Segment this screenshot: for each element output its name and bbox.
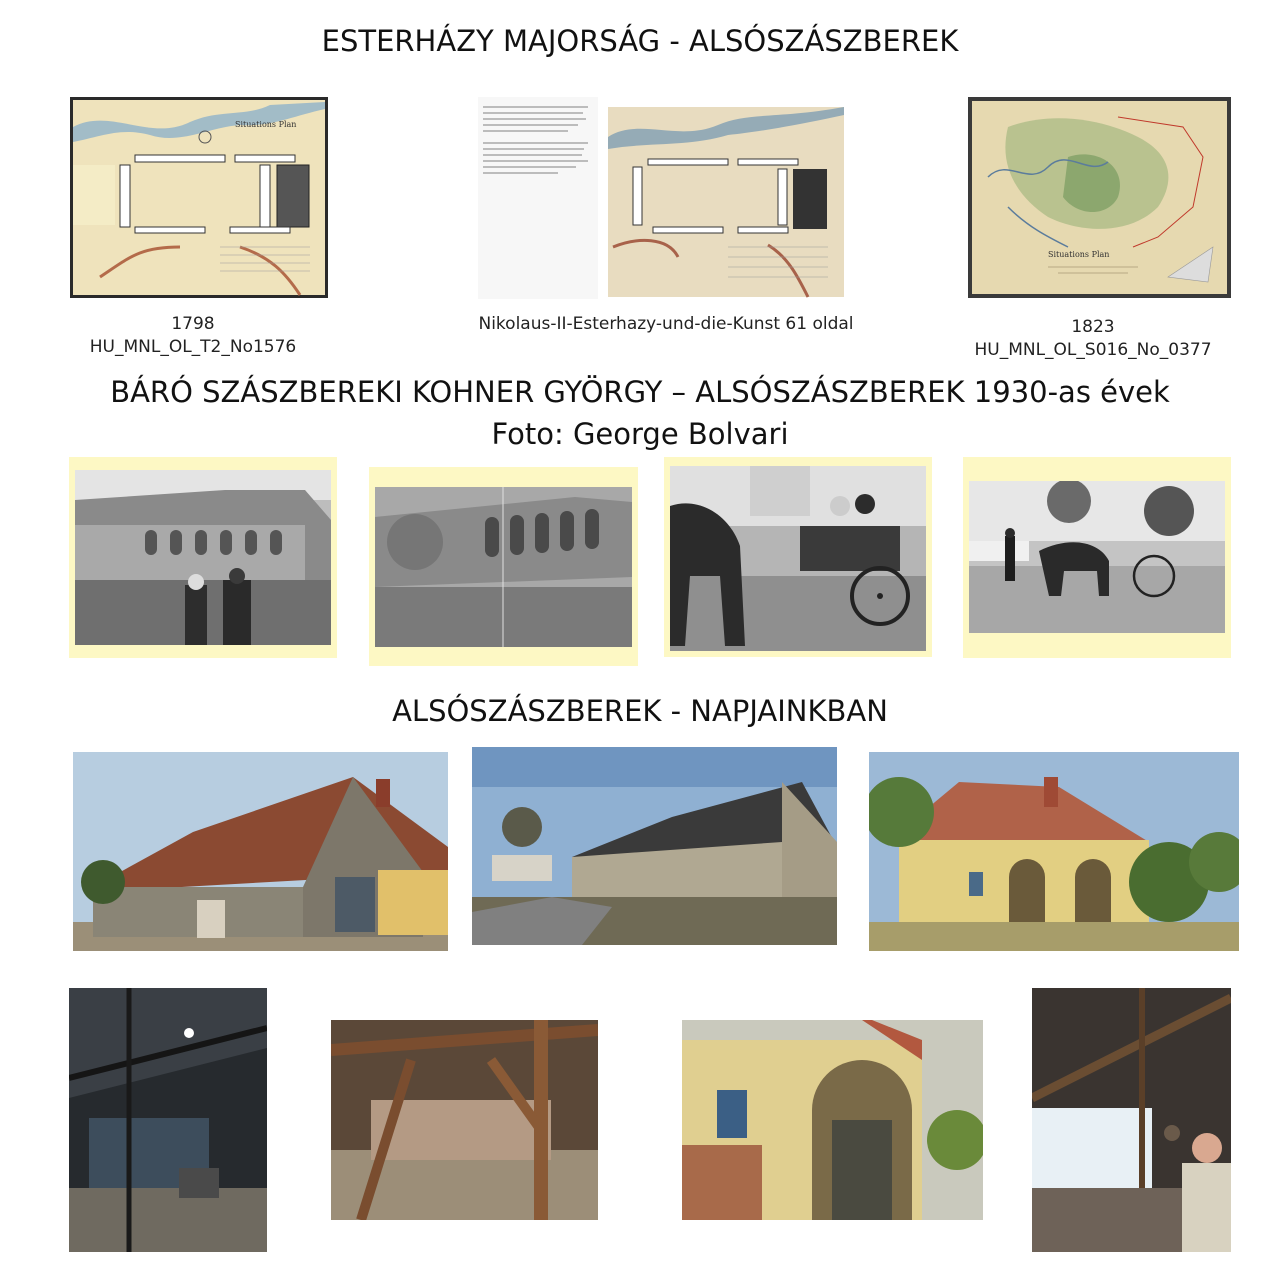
bw-photo-mat [963, 457, 1231, 658]
bw-photo-horse-carriage [670, 466, 926, 651]
bw-photo-children-building [75, 470, 331, 645]
section-title-today: ALSÓSZÁSZBEREK - NAPJAINKBAN [392, 694, 888, 728]
caption-source: Nikolaus-II-Esterhazy-und-die-Kunst 61 oldal [478, 314, 854, 334]
photo-arcade-corridor [682, 1020, 983, 1220]
caption-book-page [460, 313, 872, 336]
historical-map-1798 [70, 97, 328, 298]
photo-attic-visitors [1032, 988, 1231, 1252]
photo-attic-beams [331, 1020, 598, 1220]
section-title-esterhazy: ESTERHÁZY MAJORSÁG - ALSÓSZÁSZBEREK [321, 24, 959, 58]
caption-map-1798 [72, 313, 314, 359]
photo-barn-road [472, 747, 837, 945]
caption-year: 1798 [171, 314, 215, 334]
caption-year: 1823 [1071, 317, 1115, 337]
caption-map-1823 [962, 316, 1224, 362]
photo-barn-stone-front [73, 752, 448, 951]
section-subtitle-photo-credit: Foto: George Bolvari [491, 417, 789, 451]
historical-map-1823 [968, 97, 1231, 298]
section-title-kohner: BÁRÓ SZÁSZBEREKI KOHNER GYÖRGY – ALSÓSZÁSZBEREK 1930-as évek [110, 375, 1170, 409]
bw-photo-mat [664, 457, 932, 657]
photo-attic-dark [69, 988, 267, 1252]
caption-archive-id: HU_MNL_OL_S016_No_0377 [974, 340, 1212, 360]
book-page-spread [478, 97, 846, 299]
caption-archive-id: HU_MNL_OL_T2_No1576 [89, 337, 297, 357]
map-1823-title-text: Situations Plan [1048, 250, 1110, 259]
photo-yellow-house [869, 752, 1239, 951]
bw-photo-man-carriage [969, 481, 1225, 633]
map-title-text: Situations Plan [235, 120, 297, 129]
bw-photo-mat [69, 457, 337, 658]
bw-photo-mat [369, 467, 638, 666]
bw-photo-arcade-building [375, 487, 632, 647]
